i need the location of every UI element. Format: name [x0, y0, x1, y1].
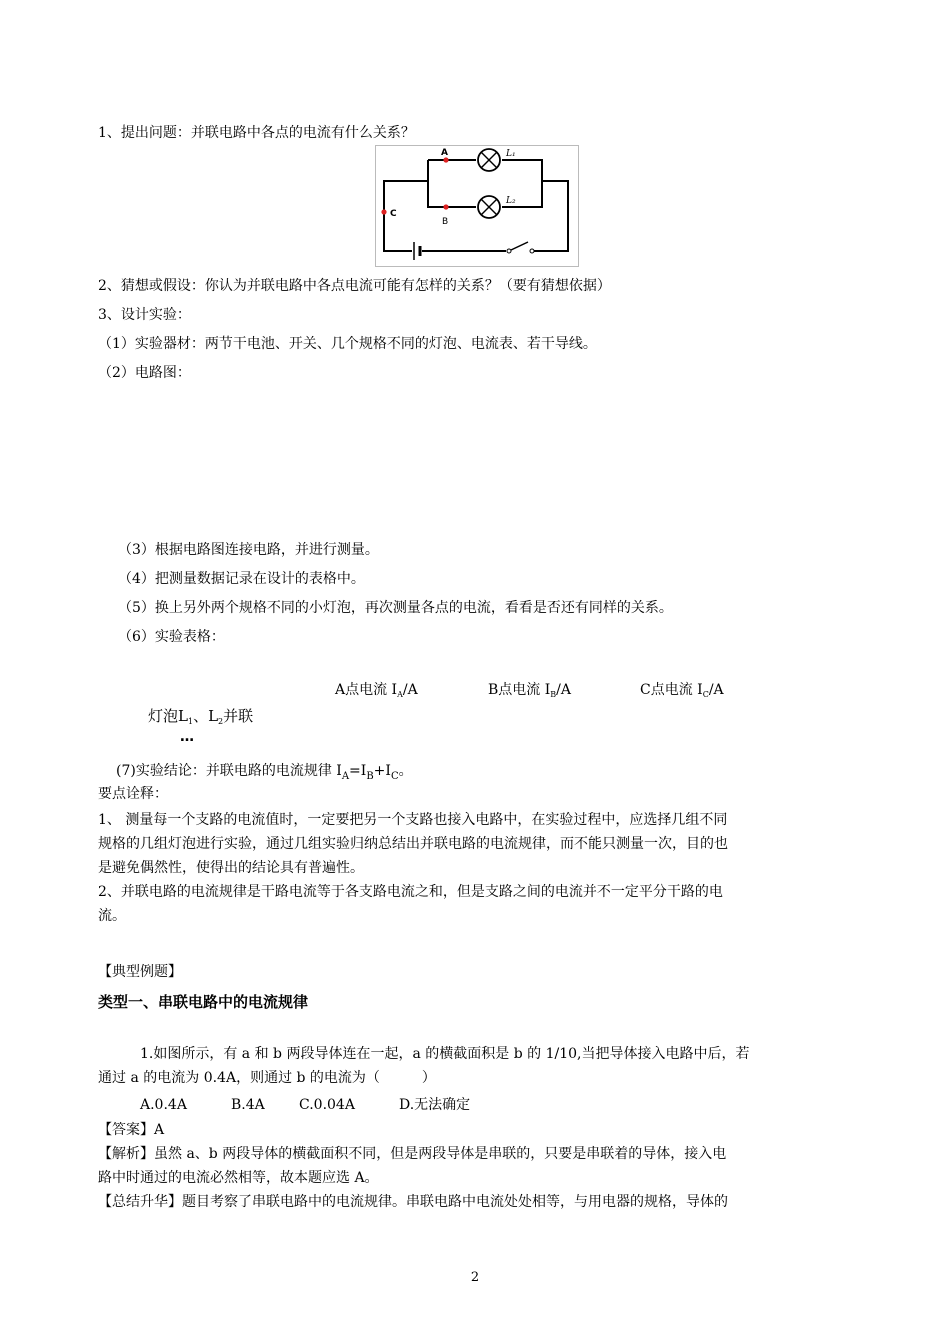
parallel-circuit-diagram [375, 145, 579, 267]
materials: （1）实验器材：两节干电池、开关、几个规格不同的灯泡、电流表、若干导线。 [98, 336, 597, 352]
lamp-l2-icon [478, 196, 500, 218]
option-a: A.0.4A [140, 1097, 187, 1113]
switch-icon [507, 242, 534, 257]
option-b: B.4A [231, 1097, 265, 1113]
point-b-dot [443, 204, 448, 209]
step-6: （6）实验表格： [118, 629, 225, 645]
option-d: D.无法确定 [399, 1097, 471, 1113]
step-4: （4）把测量数据记录在设计的表格中。 [118, 571, 365, 587]
experiment-conclusion: (7)实验结论：并联电路的电流规律 $I_A=I_B+I_C$。 [116, 763, 413, 782]
label-l2: L₂ [506, 196, 516, 206]
examples-header: 【典型例题】 [98, 964, 182, 980]
note-2-line-1: 2、并联电路的电流规律是干路电流等于各支路电流之和，但是支路之间的电流并不一定平分干路的电 [98, 884, 723, 900]
note-1-line-1: 1、 测量每一个支路的电流值时，一定要把另一个支路也接入电路中，在实验过程中，应选择几组不同 [98, 812, 728, 828]
circuit-diagram-label: （2）电路图： [98, 365, 191, 381]
table-header-a: A点电流 $I_A/A$ [335, 682, 418, 699]
step-5: （5）换上另外两个规格不同的小灯泡，再次测量各点的电流，看看是否还有同样的关系。 [118, 600, 673, 616]
note-1-line-2: 规格的几组灯泡进行实验，通过几组实验归纳总结出并联电路的电流规律，而不能只测量一次，目的也 [98, 836, 728, 852]
table-header-b: B点电流 $I_B/A$ [488, 682, 571, 699]
question-2: 2、猜想或假设：你认为并联电路中各点电流可能有怎样的关系？（要有猜想依据） [98, 278, 611, 294]
table-header-c: C点电流 $I_C/A$ [640, 682, 724, 699]
type-1-heading: 类型一、串联电路中的电流规律 [98, 993, 309, 1011]
lamp-l1-icon [478, 149, 500, 171]
table-ellipsis: … [180, 729, 194, 745]
point-c-dot [381, 209, 386, 214]
question-1: 1、提出问题：并联电路中各点的电流有什么关系？ [98, 125, 415, 141]
question-3: 3、设计实验： [98, 307, 191, 323]
example-1-line-2: 通过 a 的电流为 0.4A，则通过 b 的电流为（ ） [98, 1070, 436, 1086]
battery-icon [412, 242, 422, 260]
point-a-dot [443, 157, 448, 162]
analysis-line-2: 路中时通过的电流必然相等，故本题应选 A。 [98, 1170, 379, 1186]
page-number: 2 [470, 1270, 480, 1285]
label-b: B [442, 217, 449, 227]
notes-title: 要点诠释： [98, 786, 168, 802]
label-a: A [441, 148, 448, 158]
analysis-line-1: 【解析】虽然 a、b 两段导体的横截面积不同，但是两段导体是串联的，只要是串联着的导体，接入电 [98, 1146, 727, 1162]
label-l1: L₁ [506, 149, 516, 159]
step-3: （3）根据电路图连接电路，并进行测量。 [118, 542, 379, 558]
option-c: C.0.04A [299, 1097, 355, 1113]
answer: 【答案】A [98, 1122, 165, 1138]
note-2-line-2: 流。 [98, 908, 126, 924]
summary-line-1: 【总结升华】题目考察了串联电路中的电流规律。串联电路中电流处处相等，与用电器的规格，导体的 [98, 1194, 728, 1210]
label-c: C [390, 209, 397, 219]
example-1-line-1: 1.如图所示，有 a 和 b 两段导体连在一起，a 的横截面积是 b 的 1/10,当把导体接入电路中后，若 [140, 1046, 750, 1062]
note-1-line-3: 是避免偶然性，使得出的结论具有普遍性。 [98, 860, 364, 876]
table-row-label: 灯泡$L_1$、$L_2$并联 [148, 707, 254, 726]
